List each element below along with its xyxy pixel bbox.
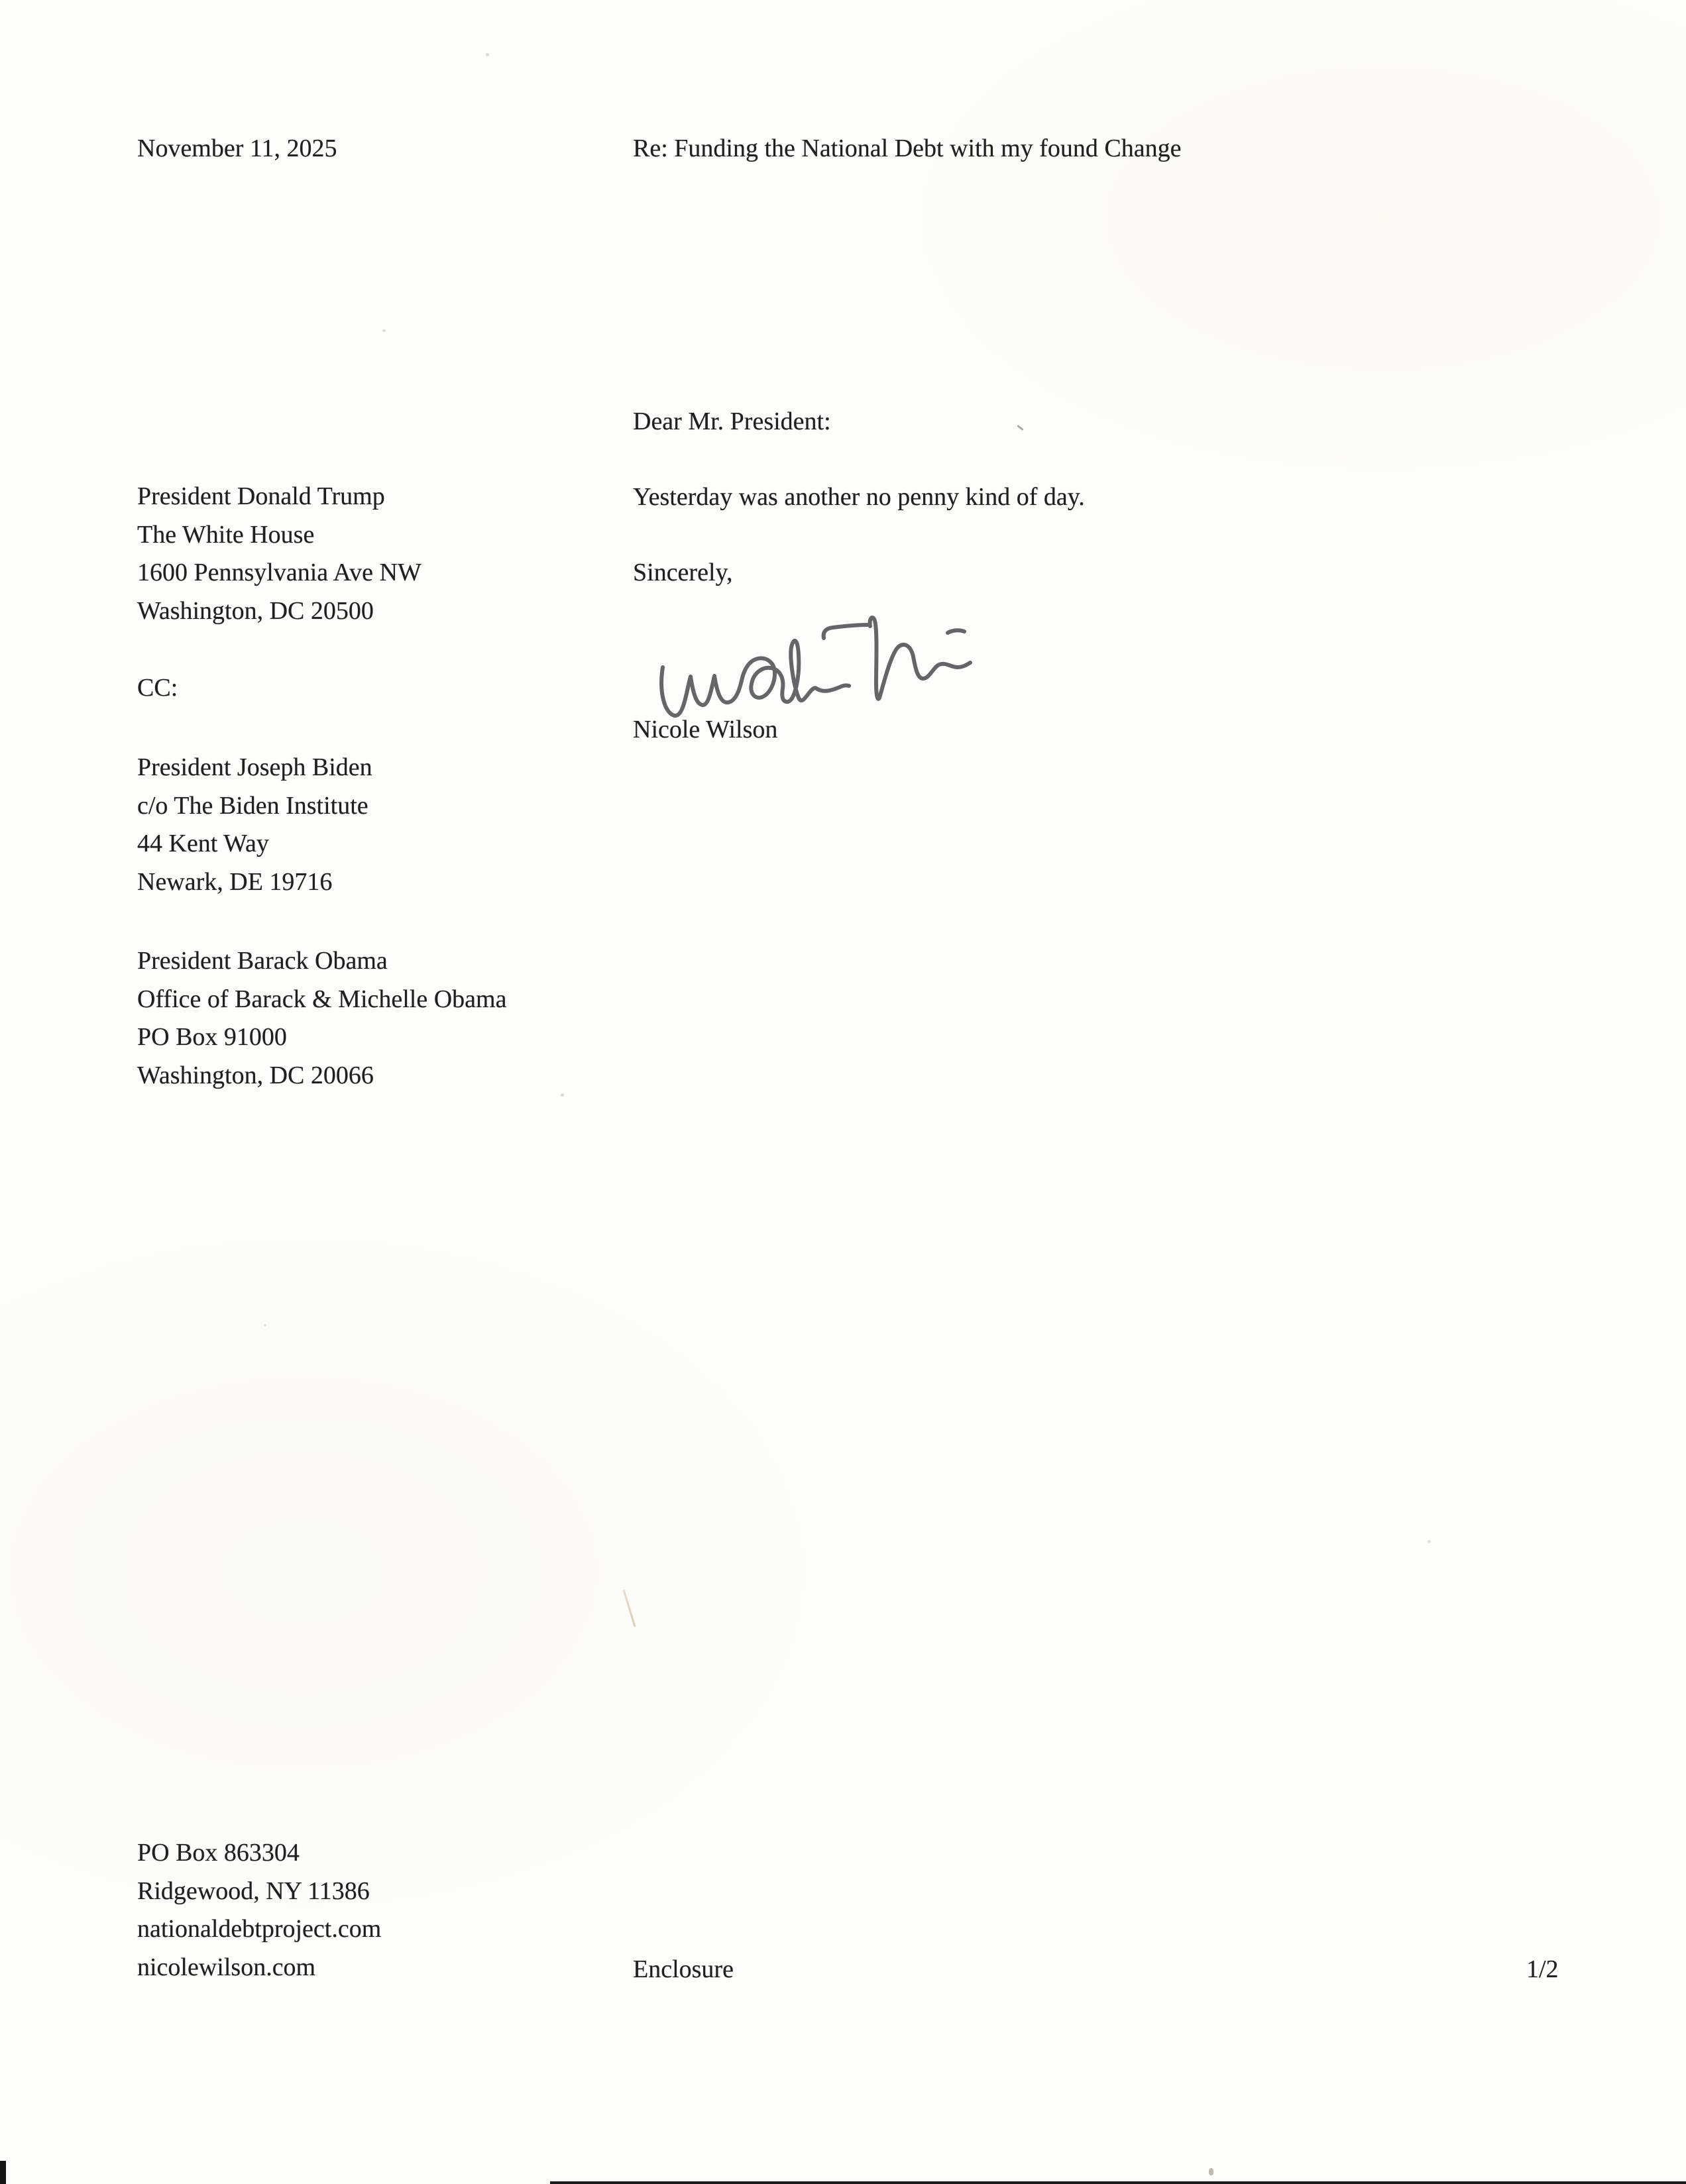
- page-number: 1/2: [1526, 1955, 1559, 1983]
- address-line: President Barack Obama: [137, 947, 388, 975]
- footer-line: nationaldebtproject.com: [137, 1915, 382, 1943]
- recipient-address: [137, 478, 422, 630]
- footer-line: Ridgewood, NY 11386: [137, 1877, 370, 1905]
- address-line: Newark, DE 19716: [137, 867, 333, 896]
- cc-label: CC:: [137, 674, 178, 702]
- address-line: Washington, DC 20500: [137, 596, 374, 625]
- scan-speck: [561, 1093, 564, 1097]
- scan-speck: [1428, 1540, 1431, 1543]
- address-line: President Donald Trump: [137, 482, 385, 510]
- scan-speck: [264, 1324, 266, 1327]
- scan-speck: [486, 53, 489, 56]
- address-line: President Joseph Biden: [137, 753, 372, 781]
- address-line: c/o The Biden Institute: [137, 791, 368, 820]
- footer-line: PO Box 863304: [137, 1839, 300, 1867]
- scan-corner-artifact: [0, 2161, 6, 2184]
- address-line: 1600 Pennsylvania Ave NW: [137, 559, 422, 586]
- cc-address-obama: [137, 942, 506, 1095]
- scan-bottom-edge-artifact: [550, 2181, 1686, 2184]
- sender-footer: [137, 1834, 381, 1987]
- scan-speck: [382, 329, 386, 332]
- scan-speck: [1209, 2168, 1213, 2175]
- salutation: Dear Mr. President:: [633, 408, 831, 435]
- footer-line: nicolewilson.com: [137, 1953, 316, 1981]
- enclosure-note: Enclosure: [633, 1955, 734, 1983]
- address-line: The White House: [137, 520, 315, 549]
- address-line: PO Box 91000: [137, 1023, 287, 1051]
- address-line: Office of Barack & Michelle Obama: [137, 985, 507, 1013]
- body-text: Yesterday was another no penny kind of day.: [633, 483, 1085, 511]
- signature-image: [646, 598, 978, 721]
- letter-date: November 11, 2025: [137, 135, 337, 162]
- closing: Sincerely,: [633, 559, 733, 586]
- scan-scratch-artifact: [623, 1590, 636, 1627]
- address-line: Washington, DC 20066: [137, 1061, 374, 1089]
- address-line: 44 Kent Way: [137, 830, 269, 857]
- letter-subject: Re: Funding the National Debt with my found Change: [633, 135, 1182, 162]
- cc-address-biden: [137, 749, 372, 901]
- scan-tick-artifact: [1017, 425, 1024, 431]
- signature-name: Nicole Wilson: [633, 716, 778, 743]
